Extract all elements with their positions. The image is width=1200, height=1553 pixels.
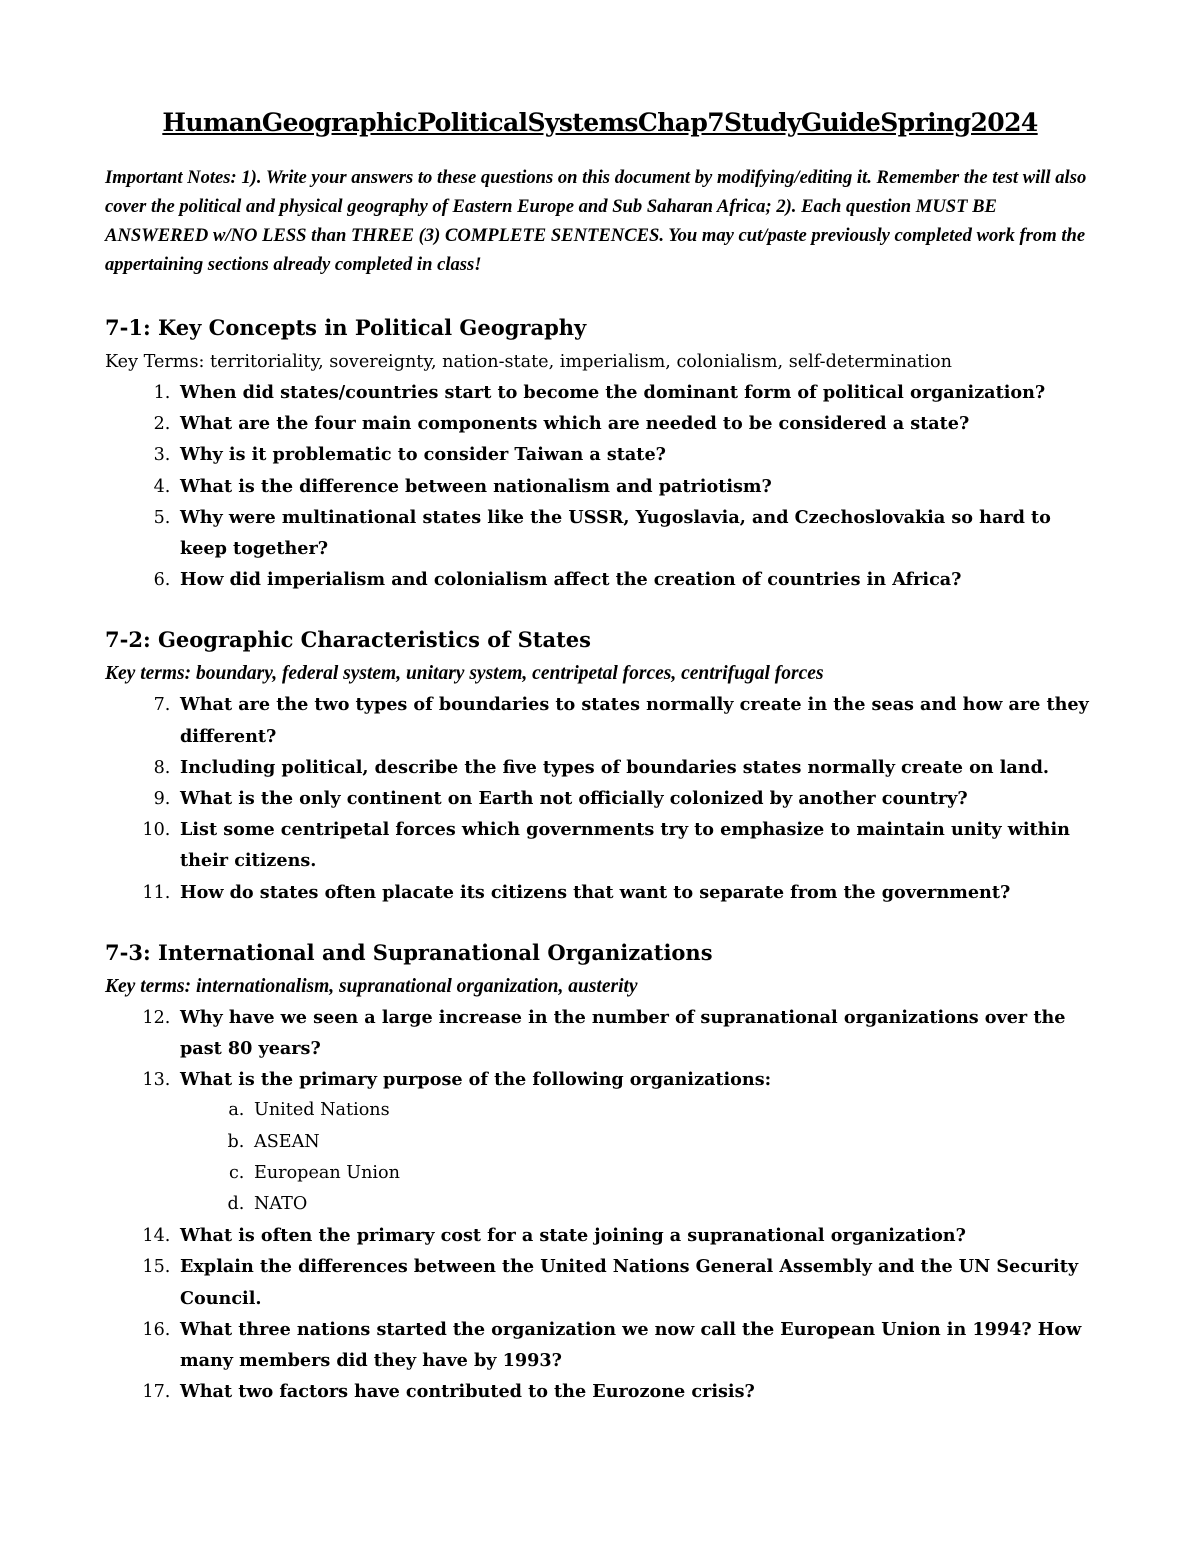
sub-item: b. ASEAN — [250, 1127, 1095, 1158]
question-item: 12. Why have we seen a large increase in the number of supranational organizations over the past 80 years? — [176, 1002, 1095, 1064]
section-7-3 — [105, 938, 1095, 1408]
question-item: 17. What two factors have contributed to the Eurozone crisis? — [176, 1376, 1095, 1407]
question-item: 9. What is the only continent on Earth not officially colonized by another country? — [176, 783, 1095, 814]
question-item: 3. Why is it problematic to consider Taiwan a state? — [176, 439, 1095, 470]
sub-item: d. NATO — [250, 1189, 1095, 1220]
section-title: 7-1: Key Concepts in Political Geography — [105, 315, 587, 340]
question-item: 2. What are the four main components which are needed to be considered a state? — [176, 408, 1095, 439]
question-text: What is the primary purpose of the following organizations: — [180, 1069, 772, 1091]
important-notes: Important Notes: 1). Write your answers to these questions on this document by modifying/editing it. Remember the test will also cover the political and physical geography of Eastern Europe and Sub Saharan Africa; 2). Each question MUST BE ANSWERED w/NO LESS than THREE (3) COMPLETE SENTENCES. You may cut/paste previously completed work from the appertaining sections already completed in class! — [105, 167, 1087, 275]
question-list — [105, 1002, 1095, 1408]
sub-item: a. United Nations — [250, 1095, 1095, 1126]
study-guide-page — [105, 108, 1095, 1437]
organization-sublist — [180, 1095, 1095, 1220]
question-list — [105, 377, 1095, 595]
question-item: 14. What is often the primary cost for a state joining a supranational organization? — [176, 1220, 1095, 1251]
question-item: 10. List some centripetal forces which governments try to emphasize to maintain unity within their citizens. — [176, 814, 1095, 876]
question-item: 7. What are the two types of boundaries to states normally create in the seas and how are they different? — [176, 689, 1095, 751]
question-item: 16. What three nations started the organization we now call the European Union in 1994? How many members did they have by 1993? — [176, 1314, 1095, 1376]
section-title: 7-3: International and Supranational Organizations — [105, 939, 713, 965]
question-item: 1. When did states/countries start to become the dominant form of political organization? — [176, 377, 1095, 408]
question-item: 11. How do states often placate its citizens that want to separate from the government? — [176, 877, 1095, 908]
question-list — [105, 689, 1095, 907]
question-item: 5. Why were multinational states like the USSR, Yugoslavia, and Czechoslovakia so hard to keep together? — [176, 502, 1095, 564]
key-terms: Key terms: internationalism, supranational organization, austerity — [105, 975, 638, 997]
question-item: 15. Explain the differences between the United Nations General Assembly and the UN Security Council. — [176, 1251, 1095, 1313]
key-terms: Key Terms: territoriality, sovereignty, nation-state, imperialism, colonialism, self-determination — [105, 352, 952, 372]
document-title: HumanGeographicPoliticalSystemsChap7StudyGuideSpring2024 — [162, 108, 1038, 137]
question-item: 4. What is the difference between nationalism and patriotism? — [176, 471, 1095, 502]
section-title: 7-2: Geographic Characteristics of States — [105, 627, 591, 653]
question-item: 8. Including political, describe the five types of boundaries states normally create on land. — [176, 752, 1095, 783]
key-terms: Key terms: boundary, federal system, unitary system, centripetal forces, centrifugal forces — [105, 663, 824, 685]
question-item-with-sublist — [176, 1064, 1095, 1220]
section-7-1 — [105, 313, 1095, 595]
section-7-2 — [105, 625, 1095, 907]
sub-item: c. European Union — [250, 1158, 1095, 1189]
question-item: 6. How did imperialism and colonialism affect the creation of countries in Africa? — [176, 564, 1095, 595]
